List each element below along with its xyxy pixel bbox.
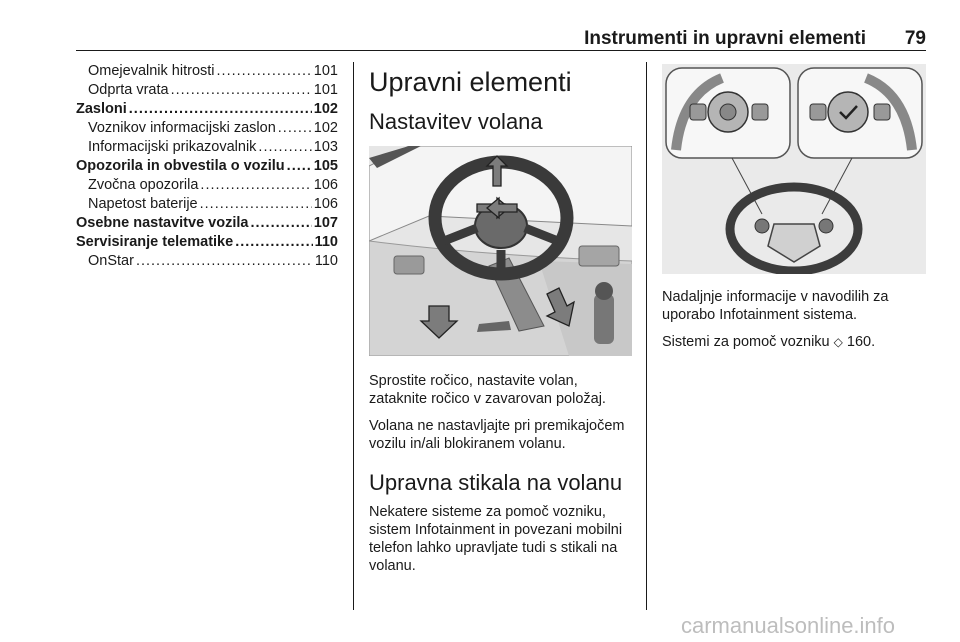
toc-entry <box>76 252 338 271</box>
toc-entry-label: OnStar <box>88 253 134 269</box>
page-header-title: Instrumenti in upravni elementi <box>584 28 866 49</box>
page-number: 79 <box>904 28 926 49</box>
toc-entry-page: 110 <box>314 253 338 269</box>
toc-entry <box>76 195 338 214</box>
toc-entry-label: Omejevalnik hitrosti <box>88 63 215 79</box>
page-header <box>76 26 926 51</box>
toc-entry <box>76 138 338 157</box>
toc-entry-page: 110 <box>314 234 338 250</box>
toc-leader-dots <box>217 62 312 81</box>
toc-leader-dots <box>200 195 312 214</box>
paragraph-adjust-warning: Volana ne nastavljajte pri premikajočem vozilu in/ali blokiranem volanu. <box>369 418 625 452</box>
steering-wheel-controls-illustration <box>662 64 926 274</box>
toc-entry-label: Opozorila in obvestila o vozilu <box>76 158 285 174</box>
toc-entry-page: 102 <box>313 120 338 136</box>
toc-entry <box>76 81 338 100</box>
toc-entry-page: 105 <box>313 158 338 174</box>
toc-entry-label: Odprta vrata <box>88 82 169 98</box>
toc-entry <box>76 214 338 233</box>
section-title: Upravni elementi <box>369 67 572 97</box>
watermark: carmanualsonline.info <box>681 613 896 638</box>
toc-entry-page: 103 <box>313 139 338 155</box>
toc-leader-dots <box>258 138 311 157</box>
toc-entry <box>76 62 338 81</box>
toc-leader-dots <box>287 157 312 176</box>
paragraph-infotainment-ref: Nadaljnje informacije v navodilih za uporabo Infotainment sistema. <box>662 289 889 323</box>
toc-entry-page: 106 <box>313 196 338 212</box>
toc-entry-page: 102 <box>313 101 338 117</box>
steering-wheel-adjust-illustration <box>369 146 632 356</box>
toc-leader-dots <box>250 214 311 233</box>
content-column-middle <box>369 62 632 584</box>
subsection-title-steering-adjust: Nastavitev volana <box>369 109 543 134</box>
toc-entry-page: 101 <box>313 82 338 98</box>
toc-entry <box>76 233 338 252</box>
paragraph-adjust-instructions: Sprostite ročico, nastavite volan, zataknite ročico v zavarovan položaj. <box>369 373 606 407</box>
driver-assist-ref-text: Sistemi za pomoč vozniku <box>662 334 830 350</box>
subsection-title-wheel-controls: Upravna stikala na volanu <box>369 470 623 495</box>
toc-entry <box>76 100 338 119</box>
toc-entry-page: 107 <box>313 215 338 231</box>
toc-entry-label: Napetost baterije <box>88 196 198 212</box>
toc-entry-label: Voznikov informacijski zaslon <box>88 120 276 136</box>
toc-entry-label: Servisiranje telematike <box>76 234 234 250</box>
toc-leader-dots <box>171 81 312 100</box>
toc-entry <box>76 176 338 195</box>
toc-entry-page: 106 <box>313 177 338 193</box>
toc-leader-dots <box>136 252 313 271</box>
toc-leader-dots <box>278 119 312 138</box>
page-reference-icon: ◇ <box>833 335 843 349</box>
toc-list <box>76 62 338 271</box>
toc-entry-label: Informacijski prikazovalnik <box>88 139 257 155</box>
driver-assist-ref-page: 160. <box>846 334 876 350</box>
paragraph-wheel-controls: Nekatere sisteme za pomoč vozniku, sistem Infotainment in povezani mobilni telefon lahko upravljate tudi s stikali na volanu. <box>369 504 623 574</box>
toc-entry-label: Zvočna opozorila <box>88 177 199 193</box>
toc-leader-dots <box>200 176 311 195</box>
toc-entry <box>76 119 338 138</box>
column-divider <box>646 62 647 610</box>
content-column-right <box>662 62 926 360</box>
toc-entry-label: Osebne nastavitve vozila <box>76 215 249 231</box>
toc-leader-dots <box>129 100 312 119</box>
toc-entry-page: 101 <box>313 63 338 79</box>
column-divider <box>353 62 354 610</box>
paragraph-driver-assist-ref <box>662 333 926 351</box>
toc-entry-label: Zasloni <box>76 101 127 117</box>
toc-entry <box>76 157 338 176</box>
toc-leader-dots <box>235 233 312 252</box>
